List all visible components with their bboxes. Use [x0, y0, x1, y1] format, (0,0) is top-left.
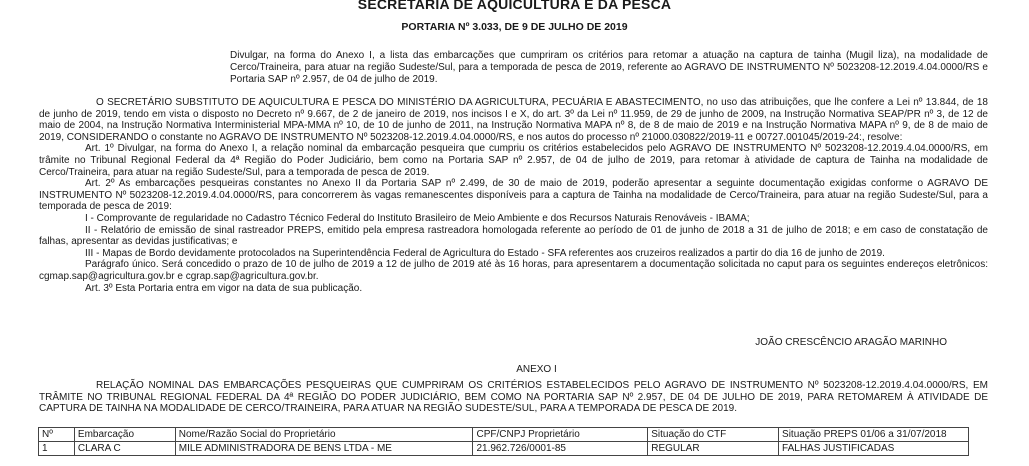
column-header: Situação do CTF: [648, 428, 779, 442]
paragrafo-unico: Parágrafo único. Será concedido o prazo de 10 de julho de 2019 a 12 de julho de 2019 até às 16 horas, para apresentarem a documentação solicitada no caput para os seguintes endereços eletrônicos: cgmap.sap@agricultura.gov.br e cgrap.sap@agricultura.gov.br.: [39, 259, 988, 282]
portaria-title: PORTARIA Nº 3.033, DE 9 DE JULHO DE 2019: [401, 21, 628, 33]
table-cell: CLARA C: [74, 442, 175, 456]
table-row: [39, 442, 969, 456]
table-cell: REGULAR: [648, 442, 779, 456]
table-header-row: [39, 428, 969, 442]
signature: JOÃO CRESCÊNCIO ARAGÃO MARINHO: [755, 337, 947, 348]
ementa: Divulgar, na forma do Anexo I, a lista das embarcações que cumpriram os critérios para retomar a atuação na captura de tainha (Mugil liza), na modalidade de Cerco/Traineira, para atuar na região Sudeste/Sul, para a temporada de pesca de 2019, referente ao AGRAVO DE INSTRUMENTO Nº 5023208-12.2019.4.04.0000/RS e Portaria SAP nº 2.957, de 04 de julho de 2019.: [230, 50, 988, 85]
portaria-body: [39, 97, 988, 294]
column-header: Nº: [39, 428, 75, 442]
inciso-1: I - Comprovante de regularidade no Cadastro Técnico Federal do Instituto Brasileiro de Meio Ambiente e dos Recursos Naturais Renováveis - IBAMA;: [85, 212, 750, 224]
article-1: Art. 1º Divulgar, na forma do Anexo I, a relação nominal da embarcação pesqueira que cumpriu os critérios estabelecidos pelo AGRAVO DE INSTRUMENTO Nº 5023208-12.2019.4.04.0000/RS, em trâmite no Tribunal Regional Federal da 4ª Região do Poder Judiciário, bem como na Portaria SAP nº 2.957, de 04 de julho de 2019, para retomar à atividade de captura de Tainha na modalidade de Cerco/Traineira, para atuar na região Sudeste/Sul, para a temporada de pesca de 2019.: [39, 143, 988, 178]
preamble: O SECRETÁRIO SUBSTITUTO DE AQUICULTURA E PESCA DO MINISTÉRIO DA AGRICULTURA, PECUÁRIA E ABASTECIMENTO, no uso das atribuições, que lhe confere a Lei nº 13.844, de 18 de junho de 2019, tendo em vista o disposto no Decreto nº 9.667, de 2 de janeiro de 2019, nos incisos I e X, do art. 3º da Lei nº 11.959, de 29 de junho de 2009, na Instrução Normativa SEAP/PR nº 3, de 12 de maio de 2004, na Instrução Normativa Interministerial MPA-MMA nº 10, de 10 de junho de 2011, na Instrução Normativa MAPA nº 8, de 8 de maio de 2019 e na Instrução Normativa MAPA nº 9, de 8 de maio de 2019, CONSIDERANDO o constante no AGRAVO DE INSTRUMENTO Nº 5023208-12.2019.4.04.0000/RS, e nos autos do processo nº 21000.030822/2019-11 e 00727.001045/2019-24:, resolve:: [39, 97, 988, 143]
article-3: Art. 3º Esta Portaria entra em vigor na data de sua publicação.: [85, 282, 363, 294]
table-cell: FALHAS JUSTIFICADAS: [779, 442, 969, 456]
table-cell: 21.962.726/0001-85: [473, 442, 648, 456]
article-2: Art. 2º As embarcações pesqueiras constantes no Anexo II da Portaria SAP nº 2.499, de 30 de maio de 2019, poderão apresentar a seguinte documentação exigidas conforme o AGRAVO DE INSTRUMENTO Nº 5023208-12.2019.4.04.0000/RS, para concorrerem às vagas remanescentes disponíveis para a captura de Tainha na modalidade de Cerco/Traineira, para atuar na região Sudeste/Sul, para a temporada de pesca de 2019:: [39, 178, 988, 213]
table-cell: MILE ADMINISTRADORA DE BENS LTDA - ME: [175, 442, 473, 456]
column-header: Nome/Razão Social do Proprietário: [175, 428, 473, 442]
annex-description: [39, 380, 988, 415]
column-header: CPF/CNPJ Proprietário: [473, 428, 648, 442]
column-header: Embarcação: [74, 428, 175, 442]
annex-title: ANEXO I: [516, 364, 557, 375]
organization-title: SECRETARIA DE AQUICULTURA E DA PESCA: [357, 0, 672, 12]
column-header: Situação PREPS 01/06 a 31/07/2018: [779, 428, 969, 442]
table-cell: 1: [39, 442, 75, 456]
vessels-table: [38, 427, 969, 456]
annex-description-text: RELAÇÃO NOMINAL DAS EMBARCAÇÕES PESQUEIRAS QUE CUMPRIRAM OS CRITÉRIOS ESTABELECIDOS PELO AGRAVO DE INSTRUMENTO Nº 5023208-12.2019.4.04.0000/RS, EM TRÂMITE NO TRIBUNAL REGIONAL FEDERAL DA 4ª REGIÃO DO PODER JUDICIÁRIO, BEM COMO NA PORTARIA SAP Nº 2.957, DE 04 DE JULHO DE 2019, PARA RETOMAREM À ATIVIDADE DE CAPTURA DE TAINHA NA MODALIDADE DE CERCO/TRAINEIRA, PARA ATUAR NA REGIÃO SUDESTE/SUL, PARA A TEMPORADA DE PESCA DE 2019.: [39, 380, 988, 415]
inciso-3: III - Mapas de Bordo devidamente protocolados na Superintendência Federal de Agricultura do Estado - SFA referentes aos cruzeiros realizados a partir do dia 16 de junho de 2019.: [85, 247, 885, 259]
inciso-2: II - Relatório de emissão de sinal rastreador PREPS, emitido pela empresa rastreadora homologada referente ao período de 01 de junho de 2018 a 31 de julho de 2018; e em caso de constatação de falhas, apresentar as devidas justificativas; e: [39, 224, 988, 248]
